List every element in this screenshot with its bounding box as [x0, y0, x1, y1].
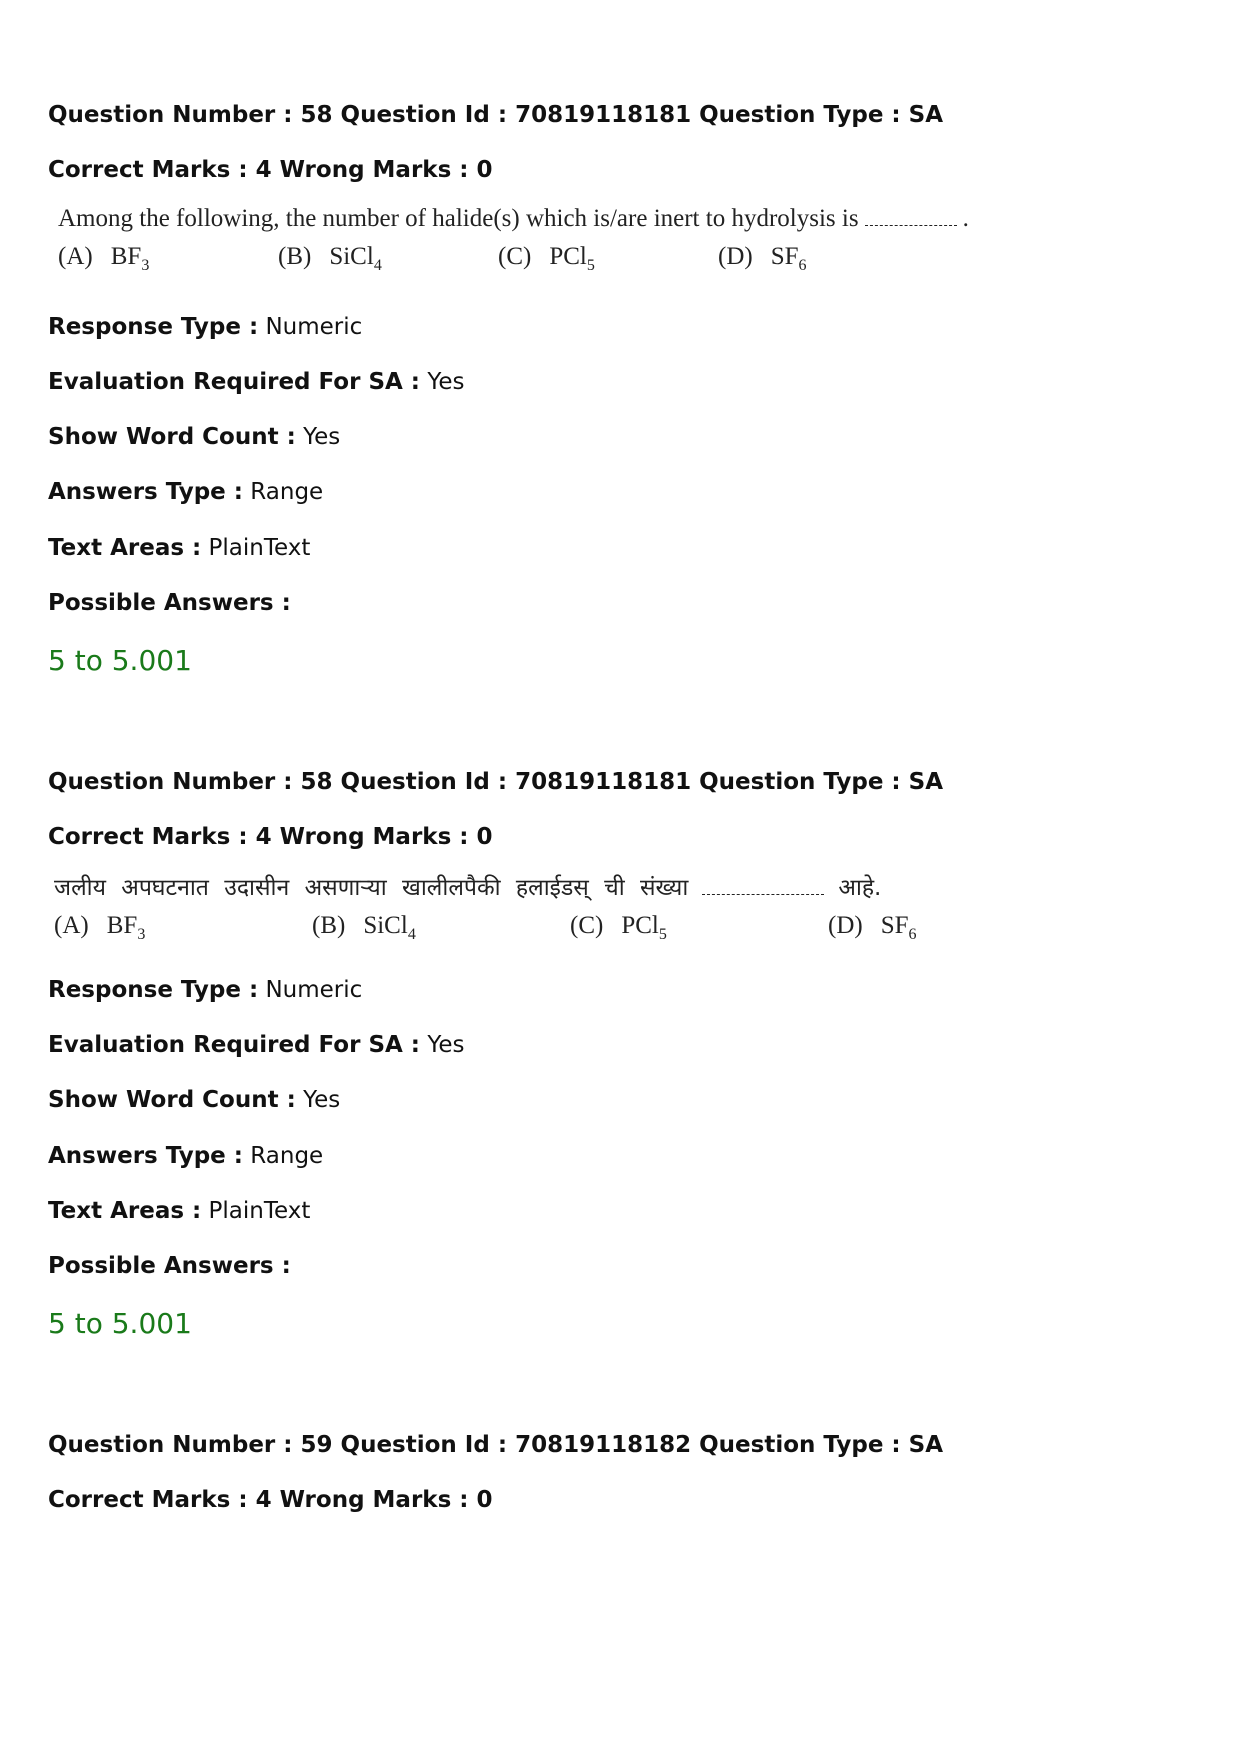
marks-line: Correct Marks : 4 Wrong Marks : 0	[48, 1487, 493, 1513]
text-areas: PlainText	[208, 1198, 311, 1224]
text-areas: PlainText	[208, 535, 311, 561]
option-a: (A) $BF_3$	[58, 243, 150, 274]
question-number: 58	[300, 102, 333, 128]
correct-marks: 4	[255, 157, 272, 183]
option-c: (C) PCl$_5$	[570, 912, 667, 943]
marks-line	[48, 155, 493, 185]
option-d: (D) $SF_6$	[828, 912, 917, 943]
evaluation-line: Evaluation Required For SA : Yes	[48, 369, 465, 395]
question-text: जलीय अपघटनात उदासीन असणाऱ्या खालीलपैकी हलाईडस् ची संख्या आहे.	[54, 875, 882, 901]
question-id: 70819118181	[515, 102, 692, 128]
wrong-marks: 0	[476, 824, 493, 850]
question-number: 59	[300, 1432, 333, 1458]
possible-answers-label: Possible Answers :	[48, 1253, 291, 1279]
response-type: Numeric	[265, 977, 363, 1003]
question-type: SA	[908, 102, 944, 128]
wrong-marks: 0	[476, 1487, 493, 1513]
question-header: Question Number : 58 Question Id : 70819118181 Question Type : SA	[48, 769, 944, 795]
answers-type: Range	[250, 1143, 324, 1169]
answer-blank	[702, 874, 824, 895]
word-count-line: Show Word Count : Yes	[48, 424, 341, 450]
evaluation-required: Yes	[427, 1032, 465, 1058]
answers-type-line: Answers Type : Range	[48, 1143, 324, 1169]
question-header	[48, 100, 943, 130]
text-areas-line: Text Areas : PlainText	[48, 1198, 311, 1224]
question-text: Among the following, the number of halide(s) which is/are inert to hydrolysis is .	[58, 205, 969, 232]
correct-marks: 4	[255, 824, 272, 850]
response-type-line: Response Type : Numeric	[48, 977, 363, 1003]
question-type: SA	[908, 1432, 944, 1458]
question-type: SA	[908, 769, 944, 795]
question-id: 70819118181	[515, 769, 692, 795]
option-d: (D) $SF_6$	[718, 243, 807, 274]
option-c: (C) PCl$_5$	[498, 243, 595, 274]
option-a: (A) $BF_3$	[54, 912, 146, 943]
evaluation-line: Evaluation Required For SA : Yes	[48, 1032, 465, 1058]
marks-line: Correct Marks : 4 Wrong Marks : 0	[48, 824, 493, 850]
option-b: (B) SiCl$_4$	[312, 912, 416, 943]
wrong-marks: 0	[476, 157, 493, 183]
possible-answer: 5 to 5.001	[48, 644, 192, 677]
question-header: Question Number : 59 Question Id : 70819118182 Question Type : SA	[48, 1432, 944, 1458]
question-number-label: Question Number :	[48, 102, 293, 128]
question-id-label: Question Id :	[340, 102, 508, 128]
show-word-count: Yes	[303, 424, 341, 450]
evaluation-required: Yes	[427, 369, 465, 395]
answers-type: Range	[250, 479, 324, 505]
wrong-marks-label: Wrong Marks :	[279, 157, 469, 183]
correct-marks: 4	[255, 1487, 272, 1513]
correct-marks-label: Correct Marks :	[48, 157, 248, 183]
question-number: 58	[300, 769, 333, 795]
possible-answer: 5 to 5.001	[48, 1307, 192, 1340]
question-id: 70819118182	[515, 1432, 692, 1458]
word-count-line: Show Word Count : Yes	[48, 1087, 341, 1113]
answer-blank	[865, 205, 957, 226]
response-type-line: Response Type : Numeric	[48, 314, 363, 340]
option-b: (B) SiCl$_4$	[278, 243, 382, 274]
question-type-label: Question Type :	[699, 102, 901, 128]
show-word-count: Yes	[303, 1087, 341, 1113]
text-areas-line: Text Areas : PlainText	[48, 535, 311, 561]
possible-answers-label: Possible Answers :	[48, 590, 291, 616]
answers-type-line: Answers Type : Range	[48, 479, 324, 505]
response-type: Numeric	[265, 314, 363, 340]
